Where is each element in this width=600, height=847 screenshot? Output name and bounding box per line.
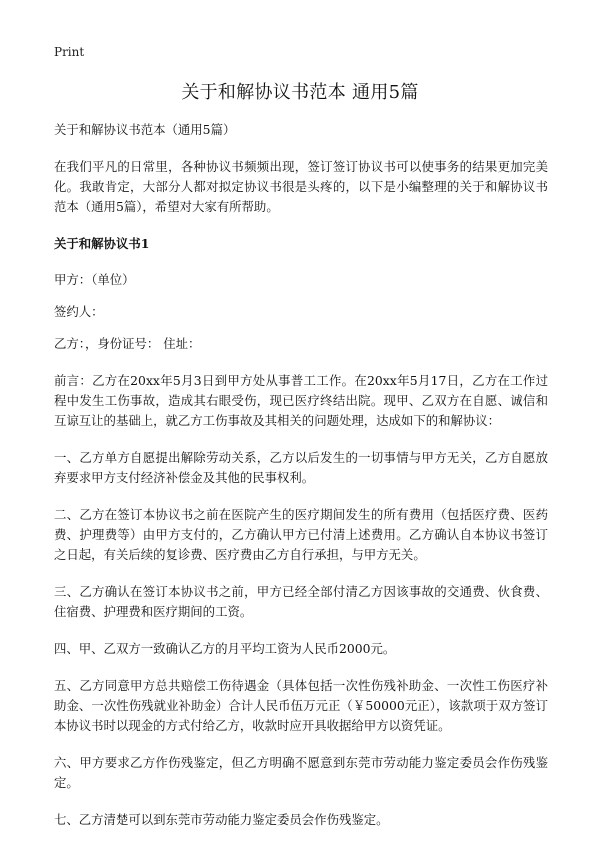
party-a-line: 甲方：（单位） xyxy=(54,272,135,287)
document-body xyxy=(54,120,548,847)
signer-line: 签约人： xyxy=(54,304,104,319)
print-link[interactable]: Print xyxy=(54,45,85,59)
clause-paragraph: 三、乙方确认在签订本协议书之前，甲方已经全部付清乙方因该事故的交通费、伙食费、住宿费、护理费和医疗期间的工资。 xyxy=(54,584,548,619)
clause-paragraph: 二、乙方在签订本协议书之前在医院产生的医疗期间发生的所有费用（包括医疗费、医药费、护理费等）由甲方支付的，乙方确认甲方已付清上述费用。乙方确认自本协议书签订之日起，有关后续的复诊费、医疗费由乙方自行承担，与甲方无关。 xyxy=(54,507,548,562)
clause-paragraph: 六、甲方要求乙方作伤残鉴定，但乙方明确不愿意到东莞市劳动能力鉴定委员会作伤残鉴定。 xyxy=(54,755,548,790)
document-title: 关于和解协议书范本 通用5篇 xyxy=(181,82,419,103)
party-b-line: 乙方：，身份证号： 住址： xyxy=(54,336,201,351)
clause-paragraph: 七、乙方清楚可以到东莞市劳动能力鉴定委员会作伤残鉴定。 xyxy=(54,812,389,827)
preface-paragraph: 前言：乙方在20xx年5月3日到甲方处从事普工工作。在20xx年5月17日，乙方在工作过程中发生工伤事故，造成其右眼受伤，现已医疗终结出院。现甲、乙双方在自愿、诚信和互谅互让的基础上，就乙方工伤事故及其相关的问题处理，达成如下的和解协议： xyxy=(54,373,548,428)
clause-paragraph: 四、甲、乙双方一致确认乙方的月平均工资为人民币2000元。 xyxy=(54,641,396,656)
clause-paragraph: 五、乙方同意甲方总共赔偿工伤待遇金（具体包括一次性伤残补助金、一次性工伤医疗补助金、一次性伤残就业补助金）合计人民币伍万元正（￥50000元正），该款项于双方签订本协议书时以现金的方式付给乙方，收款时应开具收据给甲方以资凭证。 xyxy=(54,678,548,733)
clause-paragraph: 一、乙方单方自愿提出解除劳动关系，乙方以后发生的一切事情与甲方无关，乙方自愿放弃要求甲方支付经济补偿金及其他的民事权利。 xyxy=(54,450,548,485)
section-heading: 关于和解协议书1 xyxy=(54,236,150,251)
document-subtitle: 关于和解协议书范本（通用5篇） xyxy=(54,122,236,137)
intro-paragraph: 在我们平凡的日常里，各种协议书频频出现，签订签订协议书可以使事务的结果更加完美化。我敢肯定，大部分人都对拟定协议书很是头疼的，以下是小编整理的关于和解协议书范本（通用5篇），希望对大家有所帮助。 xyxy=(54,159,548,214)
